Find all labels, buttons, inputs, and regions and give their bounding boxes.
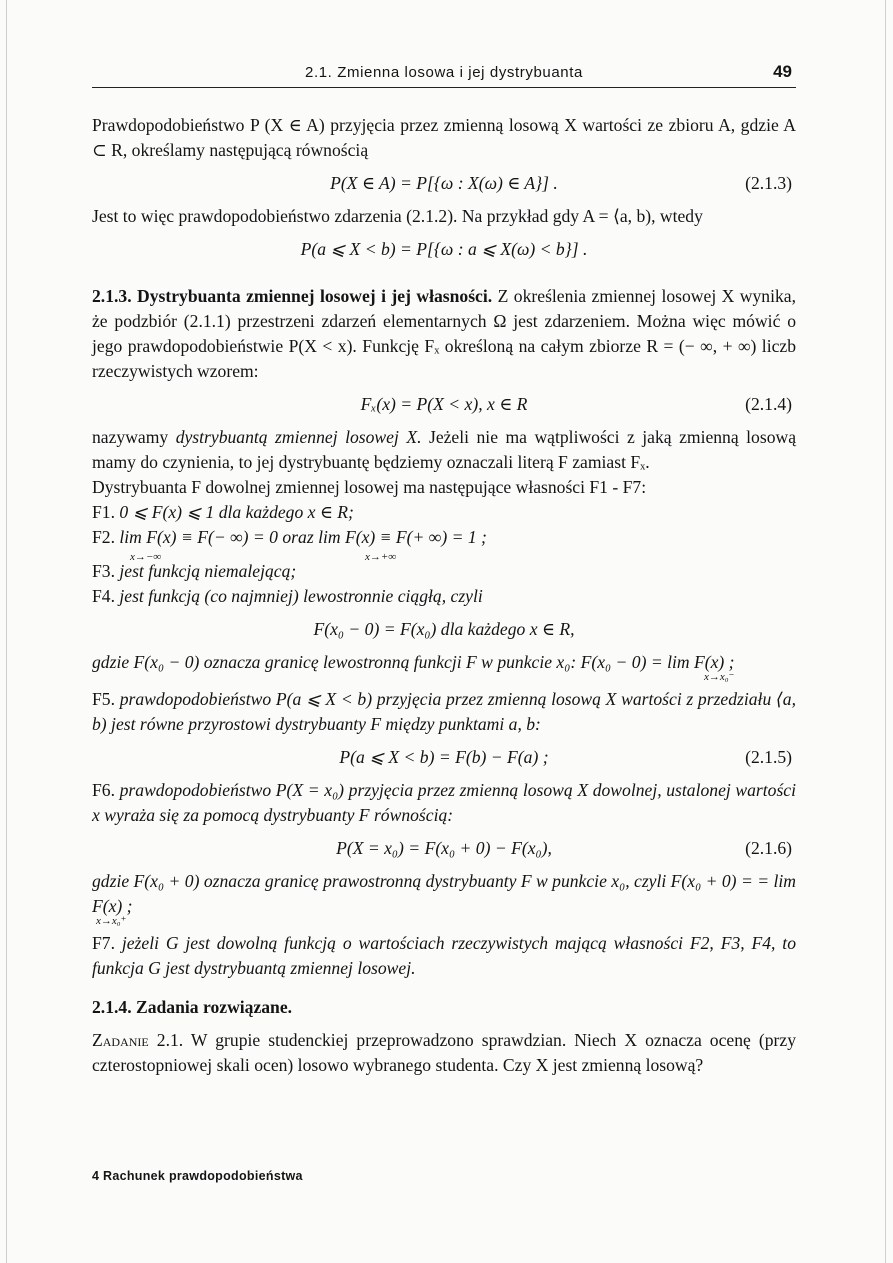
section-heading: 2.1.3. Dystrybuanta zmiennej losowej i jej własności. (92, 286, 493, 306)
equation-formula: Fₓ(x) = P(X < x), x ∈ R (360, 394, 528, 414)
limit-subscript-row (92, 671, 796, 687)
property-label: F1. (92, 502, 115, 522)
property-text: prawdopodobieństwo P(X = x₀) przyjęcia przez zmienną losową X dowolnej, ustalonej wartości x wyraża się za pomocą dystrybuanty F równością: (92, 780, 797, 825)
text-run: nazywamy (92, 427, 176, 447)
property-text: lim F(x) ≡ F(− ∞) = 0 (119, 527, 278, 547)
equation (92, 745, 796, 770)
property-text: jest funkcją niemalejącą; (119, 561, 297, 581)
limit-subscript: x→x₀⁻ (704, 671, 735, 683)
property-text: oraz (282, 527, 314, 547)
equation-formula: P(a ⩽ X < b) = P[{ω : a ⩽ X(ω) < b}] . (300, 239, 588, 259)
paragraph (92, 425, 796, 475)
limit-subscript-row (92, 915, 796, 931)
property-label: F6. (92, 780, 115, 800)
exercise-label: Zadanie 2.1. (92, 1030, 184, 1050)
paragraph: Prawdopodobieństwo P (X ∈ A) przyjęcia przez zmienną losową X wartości ze zbioru A, gdzie A ⊂ R, określamy następującą równością (92, 115, 796, 160)
property-f6 (92, 778, 796, 828)
property-f4 (92, 584, 796, 609)
section-paragraph (92, 284, 796, 384)
equation-number: (2.1.6) (745, 838, 792, 858)
text-run-italic: dystrybuantą zmiennej losowej X. (175, 427, 422, 447)
property-f5 (92, 687, 796, 737)
limit-subscript: x→x₀⁺ (96, 915, 127, 927)
property-label: F4. (92, 586, 115, 606)
paragraph: Jest to więc prawdopodobieństwo zdarzenia (2.1.2). Na przykład gdy A = ⟨a, b), wtedy (92, 206, 703, 226)
property-text: prawdopodobieństwo P(a ⩽ X < b) przyjęcia przez zmienną losową X wartości z przedziału ⟨a, b) jest równe przyrostowi dystrybuanty F między punktami a, b: (92, 689, 796, 734)
equation-formula: P(a ⩽ X < b) = F(b) − F(a) ; (339, 747, 549, 767)
property-f3 (92, 559, 796, 584)
property-text: jeżeli G jest dowolną funkcją o wartościach rzeczywistych mającą własności F2, F3, F4, to funkcja G jest dystrybuantą zmiennej losowej. (92, 933, 796, 978)
exercise-text: W grupie studenckiej przeprowadzono sprawdzian. Niech X oznacza ocenę (przy czterostopniowej skali ocen) losowo wybranego studenta. Czy X jest zmienną losową? (92, 1030, 796, 1075)
paragraph (92, 1028, 796, 1078)
property-f7 (92, 931, 796, 981)
text-run: Jeżeli nie ma wątpliwości z jaką zmienną losową mamy do czynienia, to jej dystrybuantę będziemy oznaczali literą F zamiast Fₓ. (92, 427, 796, 472)
running-header (92, 62, 796, 84)
property-label: F5. (92, 689, 115, 709)
equation (92, 836, 796, 861)
footer-signature: 4 Rachunek prawdopodobieństwa (92, 1169, 303, 1183)
property-label: F7. (92, 933, 115, 953)
equation-formula: P(X = x₀) = F(x₀ + 0) − F(x₀), (336, 838, 552, 858)
limit-subscript: x→−∞ (130, 551, 162, 563)
equation (92, 392, 796, 417)
paragraph: gdzie F(x₀ − 0) oznacza granicę lewostronną funkcji F w punkcie x₀: F(x₀ − 0) = lim F(x) ; (92, 652, 735, 672)
property-f2 (92, 525, 796, 563)
header-title: 2.1. Zmienna losowa i jej dystrybuanta (305, 64, 583, 81)
property-text: jest funkcją (co najmniej) lewostronnie ciągłą, czyli (119, 586, 483, 606)
section-text: Z określenia zmiennej losowej X wynika, że podzbiór (2.1.1) przestrzeni zdarzeń elementarnych Ω jest zdarzeniem. Można więc mówić o jego prawdopodobieństwie P(X < x). Funkcję Fₓ określoną na całym zbiorze R = (− ∞, + ∞) liczb rzeczywistych wzorem: (92, 286, 796, 381)
property-label: F3. (92, 561, 115, 581)
header-rule (92, 87, 796, 88)
equation (92, 237, 796, 262)
page-number: 49 (773, 62, 792, 81)
page-edge-left (6, 0, 7, 1263)
limit-subscript: x→+∞ (365, 551, 397, 563)
equation (92, 617, 796, 642)
property-text: lim F(x) ≡ F(+ ∞) = 1 ; (318, 527, 487, 547)
property-text: 0 ⩽ F(x) ⩽ 1 dla każdego x ∈ R; (119, 502, 354, 522)
equation-formula: P(X ∈ A) = P[{ω : X(ω) ∈ A}] . (330, 173, 558, 193)
equation-formula: F(x₀ − 0) = F(x₀) dla każdego x ∈ R, (313, 619, 575, 639)
section-heading: 2.1.4. Zadania rozwiązane. (92, 997, 293, 1017)
equation (92, 171, 796, 196)
equation-number: (2.1.4) (745, 394, 792, 414)
paragraph: gdzie F(x₀ + 0) oznacza granicę prawostronną dystrybuanty F w punkcie x₀, czyli F(x₀ + 0) = = lim F(x) ; (92, 871, 796, 916)
equation-number: (2.1.3) (745, 173, 792, 193)
property-label: F2. (92, 527, 115, 547)
equation-number: (2.1.5) (745, 747, 792, 767)
page-edge-right (885, 0, 886, 1263)
property-f1 (92, 500, 796, 525)
paragraph: Dystrybuanta F dowolnej zmiennej losowej ma następujące własności F1 - F7: (92, 477, 647, 497)
page-content (92, 113, 796, 1078)
